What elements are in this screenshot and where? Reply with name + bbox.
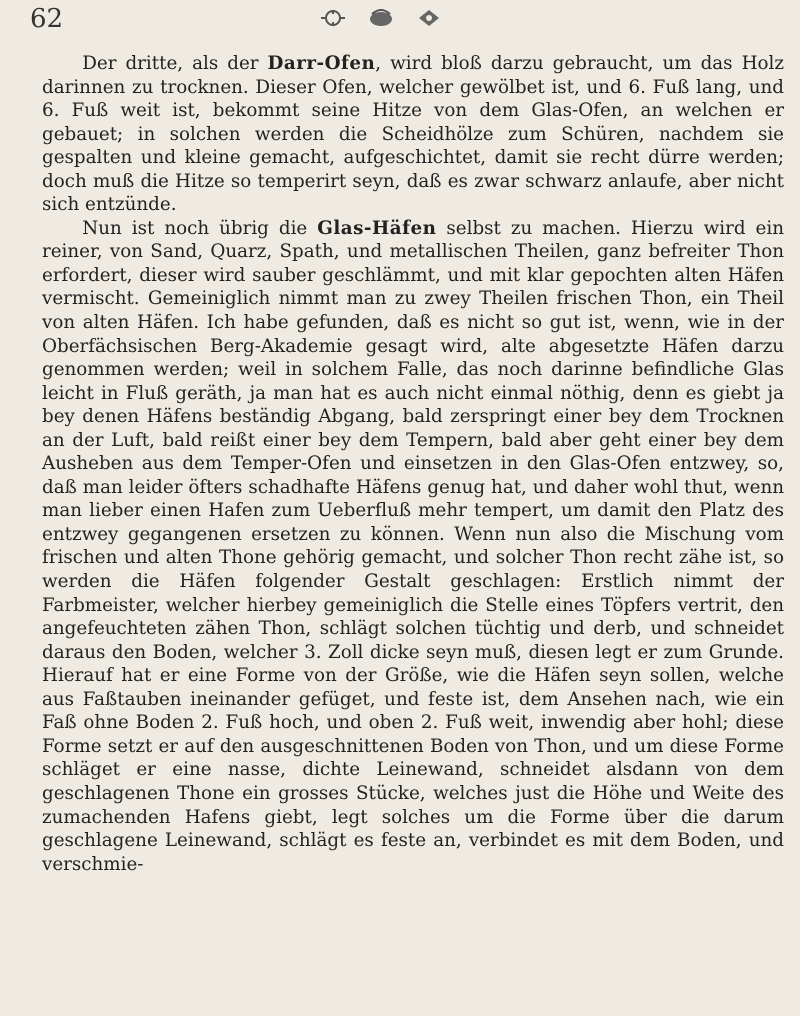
paragraph-text: Der dritte, als der: [82, 53, 268, 74]
body-text: [42, 52, 784, 876]
paragraph-text: selbst zu machen. Hierzu wird ein reiner, von Sand, Quarz, Spath, und metallischen Theilen, ganz befreiter Thon erfordert, dieser wird sauber geschlämmt, und mit klar gepochten alten Häfen vermischt. Gemeiniglich nimmt man zu zwey Theilen frischen Thon, ein Theil von alten Häfen. Ich habe gefunden, daß es nicht so gut ist, wenn, wie in der Oberfächsischen Berg-Akademie gesagt wird, alte abgesetzte Häfen darzu genommen werden; weil in solchem Falle, das noch darinne befindliche Glas leicht in Fluß geräth, ja man hat es auch nicht einmal nöthig, denn es giebt ja bey denen Häfens beständig Abgang, bald zerspringt einer bey dem Trocknen an der Luft, bald reißt einer bey dem Tempern, bald aber geht einer bey dem Ausheben aus dem Temper-Ofen und einsetzen in den Glas-Ofen entzwey, so, daß man leider öfters schadhafte Häfens genug hat, und daher wohl thut, wenn man lieber einen Hafen zum Ueberfluß mehr tempert, um damit den Platz des entzwey gegangenen ersetzen zu können. Wenn nun also die Mischung vom frischen und alten Thone gehörig gemacht, und solcher Thon recht zähe ist, so werden die Häfen folgender Gestalt geschlagen: Erstlich nimmt der Farbmeister, welcher hierbey gemeiniglich die Stelle eines Töpfers vertrit, den angefeuchteten zähen Thon, schlägt solchen tüchtig und derb, und schneidet daraus den Boden, welcher 3. Zoll dicke seyn muß, diesen legt er zum Grunde. Hierauf hat er eine Forme von der Größe, wie die Häfen seyn sollen, welche aus Faßtauben ineinander gefüget, und feste ist, dem Ansehen nach, wie ein Faß ohne Boden 2. Fuß hoch, und oben 2. Fuß weit, inwendig aber hohl; diese Forme setzt er auf den ausgeschnittenen Boden von Thon, und um diese Forme schläget er eine nasse, dichte Leinewand, schneidet alsdann von dem geschlagenen Thone ein grosses Stücke, welches just die Höhe und Weite des zumachenden Hafens giebt, legt solches um die Forme über die darum geschlagene Leinewand, schlägt es feste an, verbindet es mit dem Boden, und verschmie-: [42, 217, 784, 875]
ornament-left-icon: [318, 8, 348, 28]
paragraph-glas-haefen: [42, 217, 784, 876]
header-ornaments: [318, 8, 444, 28]
page-number: 62: [30, 4, 64, 34]
paragraph-text: , wird bloß darzu gebraucht, um das Holz darinnen zu trocknen. Dieser Ofen, welcher gewölbet ist, und 6. Fuß lang, und 6. Fuß weit ist, bekommt seine Hitze von dem Glas-Ofen, an welchen er gebauet; in solchen werden die Scheidhölze zum Schüren, nachdem sie gespalten und kleine gemacht, aufgeschichtet, damit sie recht dürre werden; doch muß die Hitze so temperirt seyn, daß es zwar schwarz anlaufe, aber nicht sich entzünde.: [42, 53, 784, 216]
paragraph-text: Nun ist noch übrig die: [82, 217, 318, 239]
headword-glas-haefen: Glas-Häfen: [317, 217, 437, 239]
ornament-center-icon: [366, 8, 396, 28]
ornament-right-icon: [414, 8, 444, 28]
paragraph-darr-ofen: [42, 52, 784, 217]
headword-darr-ofen: Darr-Ofen: [267, 53, 376, 74]
